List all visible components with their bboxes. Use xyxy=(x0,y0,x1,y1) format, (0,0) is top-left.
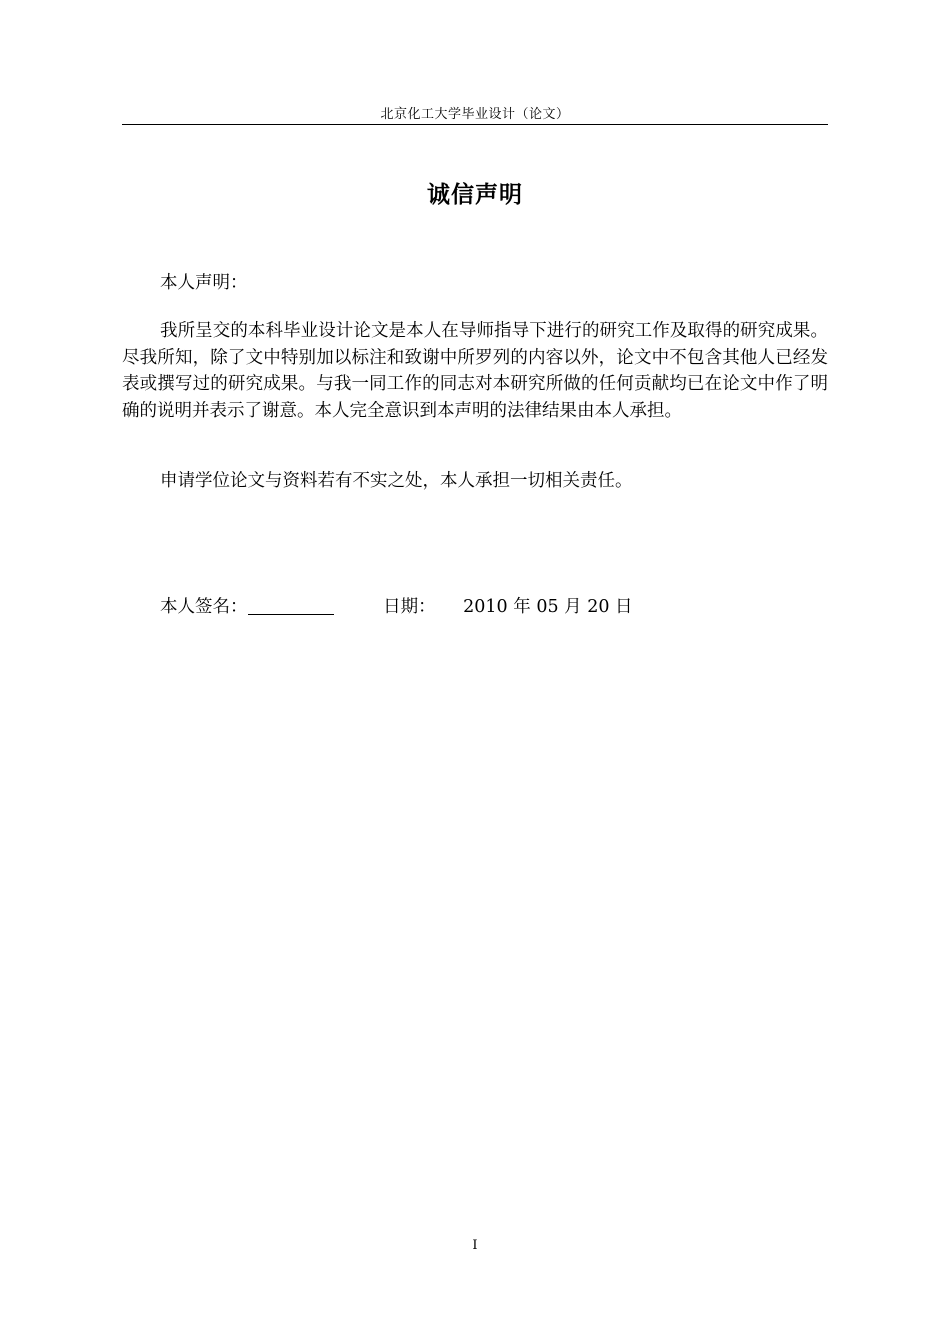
intro-paragraph: 本人声明： xyxy=(160,273,248,293)
signature-row xyxy=(160,594,633,620)
date-label: 日期： xyxy=(383,597,436,617)
header-rule xyxy=(122,124,828,125)
page-title: 诚信声明 xyxy=(427,182,523,208)
running-header: 北京化工大学毕业设计（论文） xyxy=(380,107,570,122)
responsibility-paragraph: 申请学位论文与资料若有不实之处，本人承担一切相关责任。 xyxy=(160,471,633,491)
signature-line xyxy=(248,594,334,615)
date-value: 2010 年 05 月 20 日 xyxy=(463,597,633,617)
page-number: I xyxy=(472,1238,478,1253)
statement-paragraph: 我所呈交的本科毕业设计论文是本人在导师指导下进行的研究工作及取得的研究成果。尽我所知，除了文中特别加以标注和致谢中所罗列的内容以外，论文中不包含其他人已经发表或撰写过的研究成果。与我一同工作的同志对本研究所做的任何贡献均已在论文中作了明确的说明并表示了谢意。本人完全意识到本声明的法律结果由本人承担。 xyxy=(122,321,828,421)
signature-label: 本人签名： xyxy=(160,597,248,617)
